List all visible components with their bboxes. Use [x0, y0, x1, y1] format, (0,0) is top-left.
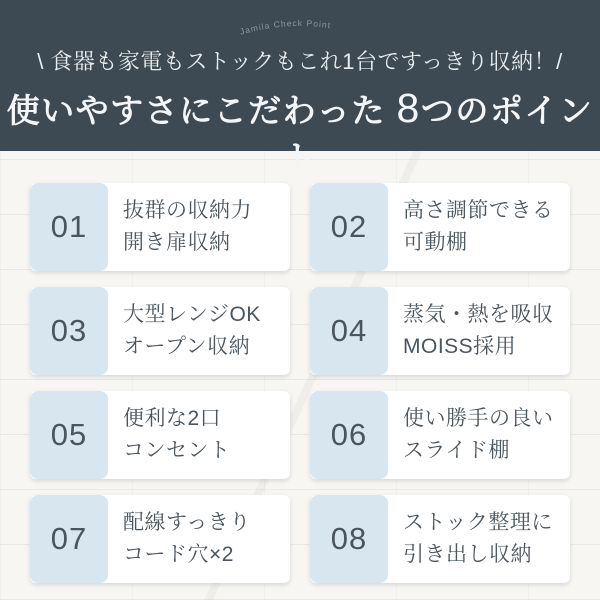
point-card-08 [310, 495, 570, 583]
page-title [0, 85, 600, 179]
point-number: 07 [50, 521, 88, 556]
title-number: 8 [396, 85, 421, 131]
point-line2: オープン収納 [123, 335, 251, 358]
point-line2: 開き扉収納 [123, 231, 231, 254]
points-grid [0, 151, 600, 583]
point-number-tile [30, 183, 108, 271]
point-number: 01 [50, 209, 88, 244]
point-line1: ストック整理に [403, 511, 553, 534]
point-card-02 [310, 183, 570, 271]
point-text [388, 183, 554, 271]
point-line1: 抜群の収納力 [123, 199, 252, 222]
point-card-06 [310, 391, 570, 479]
point-line1: 便利な2口 [123, 407, 222, 430]
header [0, 0, 600, 176]
point-number: 06 [330, 417, 368, 452]
point-line2: コンセント [123, 439, 231, 462]
brand-arc-svg [225, 10, 375, 42]
point-number: 08 [330, 521, 368, 556]
point-text [108, 287, 261, 375]
point-text [388, 495, 553, 583]
point-number: 03 [50, 313, 88, 348]
point-number: 02 [330, 209, 368, 244]
point-text [108, 183, 252, 271]
point-card-03 [30, 287, 290, 375]
header-subtitle: \ 食器も家電もストックもこれ1台ですっきり収納！/ [37, 49, 563, 74]
point-number-tile [310, 391, 388, 479]
point-number-tile [310, 183, 388, 271]
point-card-07 [30, 495, 290, 583]
point-line2: 可動棚 [403, 231, 468, 254]
point-number-tile [30, 495, 108, 583]
point-number-tile [310, 495, 388, 583]
point-text [108, 391, 231, 479]
point-line2: 引き出し収納 [403, 543, 532, 566]
point-number: 04 [330, 313, 368, 348]
point-number-tile [30, 391, 108, 479]
title-pre: 使いやすさにこだわった [6, 92, 397, 129]
point-line1: 使い勝手の良い [403, 407, 554, 430]
point-card-01 [30, 183, 290, 271]
point-line2: スライド棚 [403, 439, 510, 462]
point-text [388, 391, 554, 479]
title-post: つのポイント [282, 92, 594, 176]
point-number: 05 [50, 417, 88, 452]
point-line1: 蒸気・熱を吸収 [403, 303, 554, 326]
point-text [108, 495, 251, 583]
point-number-tile [310, 287, 388, 375]
point-line1: 配線すっきり [123, 511, 251, 534]
point-card-04 [310, 287, 570, 375]
point-text [388, 287, 554, 375]
point-line1: 高さ調節できる [403, 199, 554, 222]
brand-arc-text: Jamila Check Point [238, 17, 332, 37]
point-number-tile [30, 287, 108, 375]
point-card-05 [30, 391, 290, 479]
point-line1: 大型レンジOK [123, 303, 261, 326]
point-line2: コード穴×2 [123, 543, 234, 566]
brand-arc [0, 0, 600, 42]
point-line2: MOISS採用 [403, 335, 517, 358]
